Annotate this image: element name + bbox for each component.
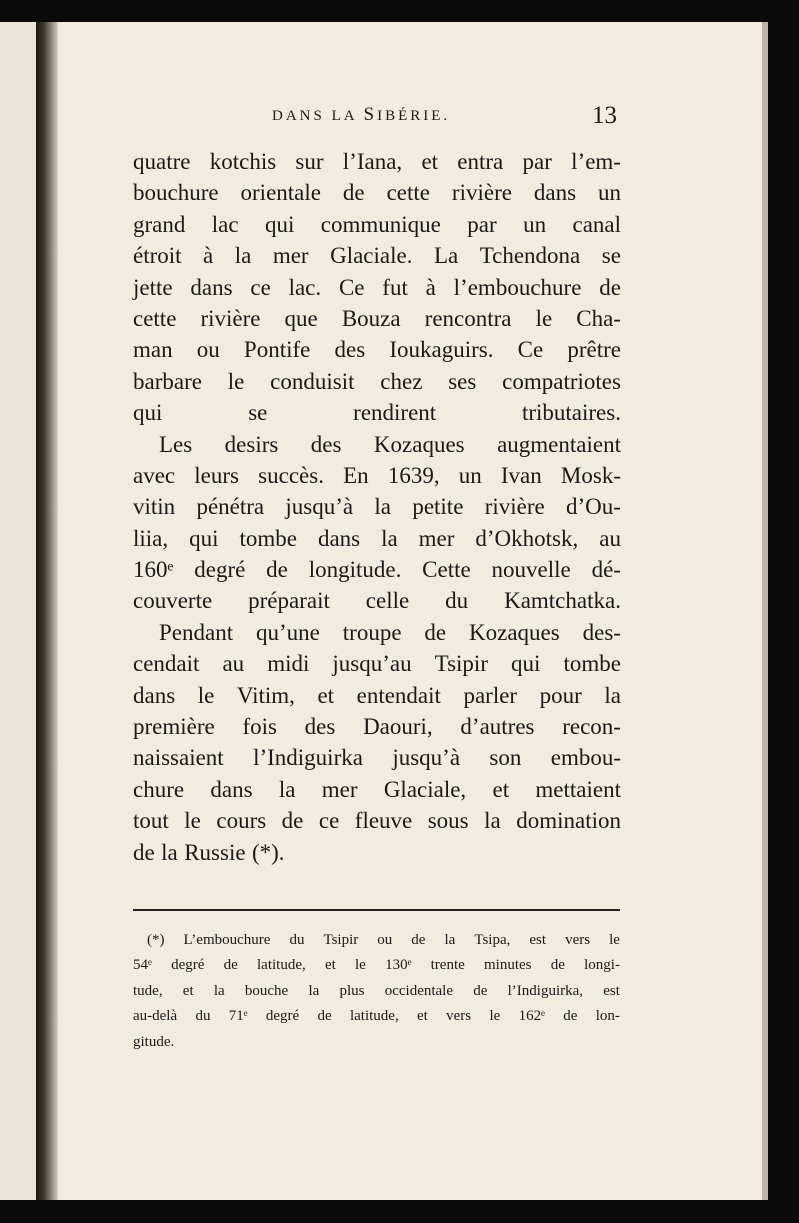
word: longi- [584,957,620,974]
text-line [133,460,621,491]
word: Tsipa, [474,932,511,948]
word: fleuve [354,808,413,834]
word: du [195,1008,211,1025]
word: des- [582,619,621,645]
word: le [197,682,215,708]
word: et [421,149,439,174]
word: mer [321,776,358,802]
word: lac [211,211,239,237]
text-line [133,491,621,522]
footnote-line [133,953,620,978]
word: tude, [133,982,163,999]
word: chure [133,776,185,802]
word: grand [133,211,186,237]
word: la [444,932,456,948]
word: couverte [133,588,213,614]
word: leurs [194,462,240,488]
word: Ioukaguirs. [389,337,494,363]
text-line [133,680,621,711]
word: au-delà [133,1008,178,1025]
word: dé- [591,557,621,583]
word: ce [250,274,271,300]
text-line [133,554,621,585]
text-line [133,240,621,271]
word: d’Okhotsk, [475,525,579,551]
word: se [601,243,621,269]
word: 1639, [387,462,440,488]
word: 71ᵉ [228,1008,248,1025]
word: nouvelle [491,557,571,583]
word: l’embouchure [453,274,582,300]
word: de [473,982,488,999]
word: entra [457,149,504,174]
word: degré [171,957,205,974]
word: midi [267,651,310,677]
word: conduisit [270,368,355,394]
word: (*). [251,839,285,865]
word: un [458,462,482,488]
word: qui [189,525,219,551]
word: tributaires. [521,400,621,426]
word: Russie [184,839,246,865]
word: entendait [356,682,441,708]
word: longitude. [308,557,402,583]
word: Tsipir [434,651,488,677]
word: et [324,957,336,974]
text-line [133,648,621,679]
text-line [133,837,621,868]
text-line [133,523,621,554]
page-edge-shadow [762,22,768,1200]
word: augmentaient [497,431,621,457]
word: dans [533,180,577,206]
word: 54ᵉ [133,957,152,974]
word: cendait [133,651,200,677]
word: Ce [517,337,544,363]
word: gitude. [133,1033,175,1050]
word: cette [386,180,430,206]
word: Pontife [243,337,311,363]
word: la [161,839,178,865]
word: dans [210,776,253,802]
word: des [334,337,366,363]
word: la [308,982,320,999]
word: ce [318,808,340,834]
word: rencontra [424,305,512,331]
word: le [535,305,553,331]
word: de [550,957,565,974]
word: du [445,588,469,614]
word: dans [317,525,361,551]
word: des [304,714,336,740]
word: Mosk- [560,462,621,488]
word: rivière [451,180,512,206]
running-header [272,104,450,126]
text-line [133,774,621,805]
word: à [203,243,214,269]
word: de [424,619,447,645]
word: liia, [133,525,169,551]
word: petite [412,494,464,520]
word: de [317,1008,332,1025]
word: par [467,211,497,237]
word: d’autres [460,714,535,740]
text-line [133,429,621,460]
word: le [489,1008,501,1025]
word: orientale [240,180,321,206]
text-line [133,334,621,365]
word: vitin [133,494,176,520]
word: Kozaques [469,619,560,645]
word: pénétra [196,494,265,520]
word: la [604,682,621,708]
footnote-line [133,928,620,953]
word: la [234,243,252,269]
word: son [489,745,522,771]
word: barbare [133,368,202,394]
word: Les [159,431,193,457]
word: mettaient [535,776,621,802]
word: Ce [338,274,365,300]
word: latitude, [349,1008,399,1025]
word: bouchure [133,180,219,206]
word: étroit [133,243,182,269]
footnote-line [133,1030,620,1055]
word: se [248,400,268,426]
word: fois [242,714,277,740]
word: préparait [248,588,330,614]
word: la [213,982,225,999]
word: Kozaques [373,431,465,457]
word: Kamtchatka. [504,588,621,614]
word: l’Indiguirka, [507,982,584,999]
text-line [133,366,621,397]
word: naissaient [133,745,224,771]
word: cette [133,305,177,331]
text-line [133,397,621,428]
text-line [133,805,621,836]
word: tombe [563,651,621,677]
word: au [599,525,621,551]
word: 130ᵉ [385,957,412,974]
word: ou [196,337,220,363]
word: dans [190,274,233,300]
word: sur [295,149,324,174]
word: degré [265,1008,300,1025]
word: vers [446,1008,472,1025]
word: et [317,682,335,708]
word: mer [418,525,455,551]
word: celle [365,588,410,614]
word: la [484,808,501,834]
word: L’embouchure [183,932,271,948]
word: au [222,651,245,677]
word: rivière [484,494,545,520]
word: canal [572,211,621,237]
word: le [355,957,366,974]
word: vers [565,932,591,948]
word: succès. [258,462,324,488]
word: qui [511,651,541,677]
text-line [133,303,621,334]
word: de [133,839,155,865]
word: kotchis [209,149,277,174]
word: jusqu’au [332,651,412,677]
word: Ivan [500,462,542,488]
word: degré [194,557,246,583]
word: tombe [239,525,297,551]
word: de [266,557,288,583]
word: le [609,932,620,948]
word: 162ᵉ [518,1008,545,1025]
running-header-capital: S [363,104,378,125]
word: fut [382,274,408,300]
word: de [563,1008,578,1025]
word: La [433,243,459,269]
word: de [281,808,304,834]
text-line [133,742,621,773]
word: man [133,337,173,363]
word: la [374,494,392,520]
word: est [529,932,547,948]
word: bouche [244,982,289,999]
word: Glaciale, [383,776,467,802]
text-line [133,209,621,240]
word: qu’une [256,619,320,645]
word: pour [539,682,582,708]
text-line [133,177,621,208]
word: Bouza [341,305,401,331]
word: jusqu’à [392,745,461,771]
word: lac. [288,274,322,300]
word: du [289,932,305,948]
word: un [523,211,547,237]
word: 160ᵉ [133,557,174,583]
word: l’Iana, [342,149,403,174]
text-line [133,617,621,648]
word: le [184,808,201,834]
footnote-line [133,979,620,1004]
page-number: 13 [592,102,617,129]
word: à [425,274,436,300]
word: Glaciale. [330,243,413,269]
word: Cette [422,557,471,583]
word: d’Ou- [565,494,621,520]
word: première [133,714,215,740]
word: Daouri, [363,714,433,740]
word: et [182,982,194,999]
word: Tchendona [479,243,581,269]
word: minutes [484,957,532,974]
word: communique [320,211,441,237]
main-text [133,146,621,868]
word: Cha- [576,305,621,331]
word: jusqu’à [285,494,354,520]
word: mer [272,243,309,269]
book-gutter [36,22,58,1200]
word: trente [430,957,465,974]
word: rivière [200,305,261,331]
word: un [597,180,621,206]
word: l’em- [571,149,621,174]
word: Vitim, [236,682,295,708]
word: que [284,305,318,331]
word: l’Indiguirka [253,745,363,771]
footnote [133,928,620,1055]
word: le [227,368,245,394]
word: ou [377,932,393,948]
word: avec [133,462,176,488]
word: latitude, [257,957,306,974]
word: recon- [562,714,621,740]
word: troupe [342,619,402,645]
word: parler [463,682,518,708]
word: la [278,776,296,802]
text-line [133,711,621,742]
word: ses [448,368,477,394]
word: Pendant [159,619,234,645]
word: rendirent [353,400,437,426]
word: de [599,274,621,300]
footnote-rule [133,909,620,911]
word: chez [380,368,423,394]
word: prêtre [567,337,621,363]
word: plus [339,982,365,999]
word: Tsipir [323,932,359,948]
footnote-line [133,1004,620,1029]
word: et [417,1008,428,1025]
word: desirs [224,431,279,457]
left-page-edge [0,22,36,1200]
word: (*) [147,932,165,948]
word: domination [516,808,621,834]
running-header-part: IBÉRIE. [377,108,451,124]
word: quatre [133,149,191,174]
word: des [310,431,342,457]
word: sous [427,808,469,834]
word: par [522,149,552,174]
word: En [343,462,369,488]
word: de [342,180,365,206]
running-header-part: DANS LA [272,108,364,124]
word: qui [265,211,295,237]
word: tout [133,808,169,834]
word: de [223,957,238,974]
word: de [411,932,426,948]
text-line [133,272,621,303]
word: qui [133,400,163,426]
word: est [603,982,620,999]
word: jette [133,274,173,300]
word: compatriotes [502,368,621,394]
word: et [492,776,510,802]
word: occidentale [384,982,454,999]
text-line [133,146,621,177]
word: lon- [595,1008,620,1025]
text-line [133,585,621,616]
word: la [381,525,398,551]
word: embou- [550,745,621,771]
word: cours [216,808,267,834]
word: dans [133,682,176,708]
